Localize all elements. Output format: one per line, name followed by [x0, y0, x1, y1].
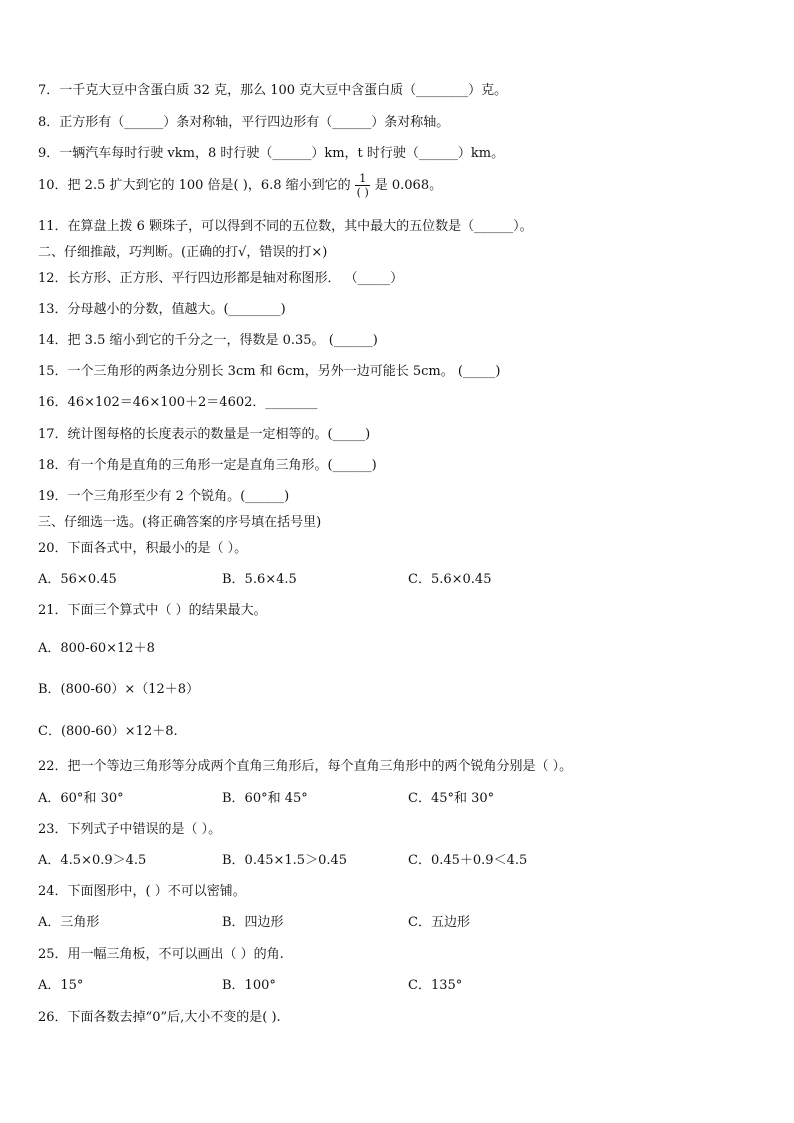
question-22-option-c: C．45°和 30°: [408, 791, 495, 806]
question-10-text: 10．把 2.5 扩大到它的 100 倍是( )，6.8 缩小到它的: [38, 178, 351, 193]
question-8: 8．正方形有（______）条对称轴，平行四边形有（______）条对称轴。: [38, 115, 450, 130]
question-25-option-c: C．135°: [408, 978, 463, 993]
question-13: 13．分母越小的分数，值越大。(________): [38, 302, 286, 317]
question-23-option-a: A．4.5×0.9＞4.5: [38, 853, 147, 868]
question-21-option-a: A．800-60×12＋8: [38, 641, 155, 656]
question-23: 23．下列式子中错误的是（ ）。: [38, 822, 222, 837]
question-21: 21．下面三个算式中（ ）的结果最大。: [38, 603, 267, 618]
question-25-option-b: B．100°: [222, 978, 276, 993]
section-2-heading: 二、仔细推敲，巧判断。(正确的打√，错误的打×): [38, 245, 328, 260]
question-23-option-c: C．0.45＋0.9＜4.5: [408, 853, 528, 868]
question-24-option-b: B．四边形: [222, 915, 284, 930]
question-21-option-b: B．(800-60）×（12＋8）: [38, 682, 200, 697]
question-26: 26．下面各数去掉“0”后,大小不变的是( ).: [38, 1010, 281, 1025]
question-17: 17．统计图每格的长度表示的数量是一定相等的。(_____): [38, 427, 371, 442]
fraction-numerator: 1: [355, 172, 370, 186]
question-22-option-a: A．60°和 30°: [38, 791, 124, 806]
question-18: 18．有一个角是直角的三角形一定是直角三角形。(______): [38, 458, 377, 473]
question-16: 16．46×102＝46×100＋2＝4602．________: [38, 395, 318, 410]
question-22-option-b: B．60°和 45°: [222, 791, 308, 806]
fraction-denominator: ( ): [356, 186, 369, 199]
question-24-option-a: A．三角形: [38, 915, 100, 930]
question-12: 12．长方形、正方形、平行四边形都是轴对称图形． （_____）: [38, 271, 404, 286]
question-20: 20．下面各式中，积最小的是（ ）。: [38, 541, 248, 556]
question-10-tail: 是 0.068。: [374, 178, 443, 193]
question-25-option-a: A．15°: [38, 978, 84, 993]
question-24: 24．下面图形中，( ）不可以密铺。: [38, 884, 246, 899]
question-20-option-a: A．56×0.45: [38, 572, 117, 587]
question-25: 25．用一幅三角板，不可以画出（ ）的角.: [38, 947, 284, 962]
question-23-option-b: B．0.45×1.5＞0.45: [222, 853, 348, 868]
question-11: 11．在算盘上拨 6 颗珠子，可以得到不同的五位数，其中最大的五位数是（______）。: [38, 219, 533, 234]
question-24-option-c: C．五边形: [408, 915, 470, 930]
question-9: 9．一辆汽车每时行驶 vkm，8 时行驶（______）km，t 时行驶（______）km。: [38, 146, 505, 161]
question-15: 15．一个三角形的两条边分别长 3cm 和 6cm，另外一边可能长 5cm。 (_____): [38, 364, 501, 379]
question-22: 22．把一个等边三角形等分成两个直角三角形后，每个直角三角形中的两个锐角分别是（ ）。: [38, 759, 573, 774]
question-10-fraction: [353, 172, 373, 199]
question-20-option-b: B．5.6×4.5: [222, 572, 297, 587]
section-3-heading: 三、仔细选一选。(将正确答案的序号填在括号里): [38, 515, 322, 530]
question-20-option-c: C．5.6×0.45: [408, 572, 492, 587]
question-21-option-c: C．(800-60）×12＋8.: [38, 724, 178, 739]
question-10: [38, 172, 442, 200]
question-14: 14．把 3.5 缩小到它的千分之一，得数是 0.35。 (______): [38, 333, 378, 348]
question-19: 19．一个三角形至少有 2 个锐角。(______): [38, 489, 290, 504]
question-7: 7．一千克大豆中含蛋白质 32 克，那么 100 克大豆中含蛋白质（________）克。: [38, 83, 508, 98]
